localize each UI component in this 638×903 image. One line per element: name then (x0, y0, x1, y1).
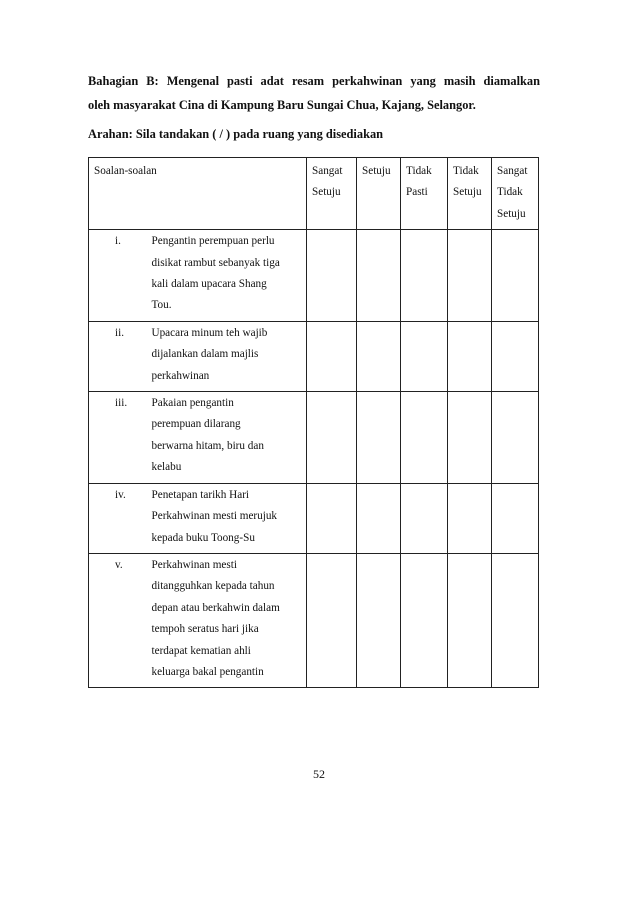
table-row (89, 483, 539, 553)
statement-line: Penetapan tarikh Hari (151, 488, 250, 501)
row-number: ii. (89, 321, 152, 391)
statement-line: perkahwinan (151, 369, 210, 382)
table-row (89, 553, 539, 687)
statement-line: disikat rambut sebanyak tiga (151, 256, 280, 269)
header-tidak-setuju: Tidak Setuju (448, 158, 492, 230)
header-tidak-pasti: Tidak Pasti (401, 158, 448, 230)
statement-line: Tou. (151, 299, 172, 312)
statement-line: depan atau berkahwin dalam (151, 601, 280, 614)
statement-line: Upacara minum teh wajib (151, 326, 268, 339)
statement-line: terdapat kematian ahli (151, 644, 251, 657)
table-row (89, 321, 539, 391)
row-statement (152, 230, 307, 322)
answer-cell-sangat-tidak-setuju[interactable] (492, 483, 539, 553)
answer-cell-setuju[interactable] (357, 392, 401, 484)
table-row (89, 230, 539, 322)
answer-cell-setuju[interactable] (357, 321, 401, 391)
answer-cell-sangat-setuju[interactable] (307, 553, 357, 687)
answer-cell-sangat-tidak-setuju[interactable] (492, 230, 539, 322)
header-sangat-setuju: Sangat Setuju (307, 158, 357, 230)
statement-line: kali dalam upacara Shang (151, 278, 267, 291)
answer-cell-tidak-setuju[interactable] (448, 553, 492, 687)
table-header-row (89, 158, 539, 230)
answer-cell-setuju[interactable] (357, 230, 401, 322)
answer-cell-sangat-setuju[interactable] (307, 230, 357, 322)
header-setuju: Setuju (357, 158, 401, 230)
answer-cell-sangat-setuju[interactable] (307, 321, 357, 391)
statement-line: tempoh seratus hari jika (151, 623, 259, 636)
header-question-label: Soalan-soalan (94, 165, 157, 177)
statement-line: perempuan dilarang (151, 418, 241, 431)
row-statement (152, 392, 307, 484)
header-sangat-tidak-setuju: Sangat Tidak Setuju (492, 158, 539, 230)
statement-line: ditangguhkan kepada tahun (151, 580, 275, 593)
instruction-text: Arahan: Sila tandakan ( / ) pada ruang yang disediakan (88, 127, 384, 141)
answer-cell-sangat-setuju[interactable] (307, 392, 357, 484)
statement-line: kelabu (151, 461, 182, 474)
row-statement (152, 553, 307, 687)
answer-cell-sangat-setuju[interactable] (307, 483, 357, 553)
row-number: iv. (89, 483, 152, 553)
table-row (89, 392, 539, 484)
row-statement (152, 321, 307, 391)
row-statement (152, 483, 307, 553)
answer-cell-tidak-setuju[interactable] (448, 321, 492, 391)
answer-cell-tidak-pasti[interactable] (401, 392, 448, 484)
statement-line: keluarga bakal pengantin (151, 665, 264, 678)
statement-line: dijalankan dalam majlis (151, 348, 259, 361)
answer-cell-sangat-tidak-setuju[interactable] (492, 392, 539, 484)
answer-cell-sangat-tidak-setuju[interactable] (492, 321, 539, 391)
statement-line: Pakaian pengantin (151, 397, 234, 410)
statement-line: Perkahwinan mesti merujuk (151, 510, 278, 523)
row-number: v. (89, 553, 152, 687)
answer-cell-setuju[interactable] (357, 483, 401, 553)
answer-cell-tidak-pasti[interactable] (401, 553, 448, 687)
header-question (89, 158, 307, 230)
answer-cell-tidak-pasti[interactable] (401, 321, 448, 391)
statement-line: Pengantin perempuan perlu (151, 235, 275, 248)
row-number: iii. (89, 392, 152, 484)
answer-cell-tidak-setuju[interactable] (448, 392, 492, 484)
section-heading: Bahagian B: Mengenal pasti adat resam perkahwinan yang masih diamalkan (88, 74, 540, 88)
section-heading-continued: oleh masyarakat Cina di Kampung Baru Sungai Chua, Kajang, Selangor. (88, 98, 476, 112)
answer-cell-setuju[interactable] (357, 553, 401, 687)
answer-cell-tidak-setuju[interactable] (448, 483, 492, 553)
answer-cell-tidak-setuju[interactable] (448, 230, 492, 322)
answer-cell-tidak-pasti[interactable] (401, 483, 448, 553)
statement-line: Perkahwinan mesti (151, 558, 237, 571)
answer-cell-sangat-tidak-setuju[interactable] (492, 553, 539, 687)
answer-cell-tidak-pasti[interactable] (401, 230, 448, 322)
questionnaire-table (88, 157, 539, 688)
statement-line: berwarna hitam, biru dan (151, 439, 264, 452)
page-number: 52 (313, 767, 325, 781)
row-number: i. (89, 230, 152, 322)
statement-line: kepada buku Toong-Su (151, 531, 255, 544)
